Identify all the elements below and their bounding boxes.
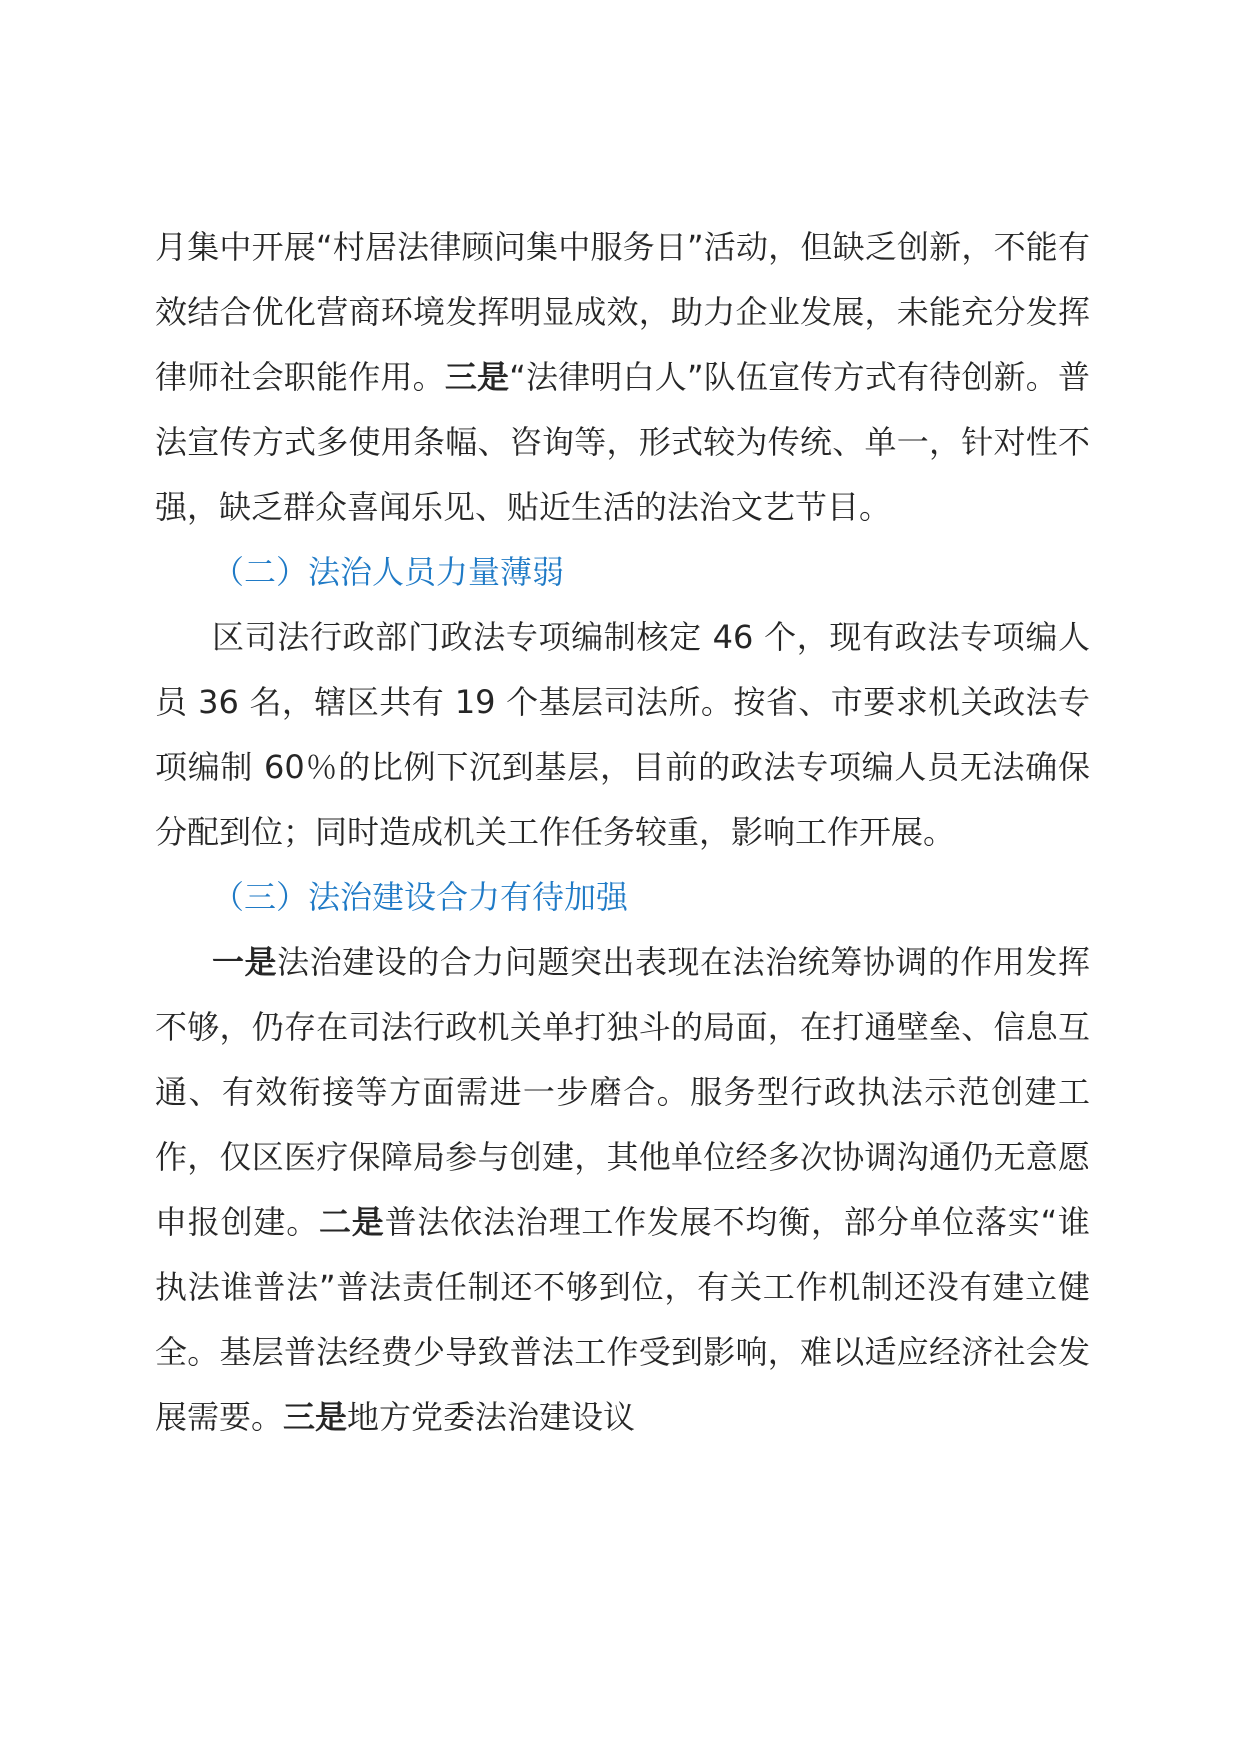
paragraph-text: 地方党委法治建设议 — [347, 1398, 636, 1436]
document-page — [155, 215, 1090, 1450]
enumeration-marker: 一是 — [212, 943, 278, 981]
paragraph-text: 月集中开展“村居法律顾问集中服务日”活动，但缺乏创新，不能有效结合优化营商环境发挥明显成效，助力企业发展，未能充分发挥律师社会职能作用。 — [155, 228, 1090, 396]
paragraph-text: “法律明白人”队伍宣传方式有待创新。普法宣传方式多使用条幅、咨询等，形式较为传统、单一，针对性不强，缺乏群众喜闻乐见、贴近生活的法治文艺节目。 — [155, 358, 1090, 526]
paragraph-continued — [155, 215, 1090, 540]
section-heading-2: （二）法治人员力量薄弱 — [212, 553, 565, 591]
section-heading-3: （三）法治建设合力有待加强 — [212, 878, 629, 916]
paragraph-cooperation — [155, 930, 1090, 1450]
paragraph-staffing: 区司法行政部门政法专项编制核定 46 个，现有政法专项编人员 36 名，辖区共有 19 个基层司法所。按省、市要求机关政法专项编制 60％的比例下沉到基层，目前的政法专项编人员无法确保分配到位；同时造成机关工作任务较重，影响工作开展。 — [155, 618, 1090, 851]
enumeration-marker: 三是 — [283, 1398, 348, 1436]
paragraph-text: 法治建设的合力问题突出表现在法治统筹协调的作用发挥不够，仍存在司法行政机关单打独斗的局面，在打通壁垒、信息互通、有效衔接等方面需进一步磨合。服务型行政执法示范创建工作，仅区医疗保障局参与创建，其他单位经多次协调沟通仍无意愿申报创建。 — [155, 943, 1090, 1241]
paragraph-text: 普法依法治理工作发展不均衡，部分单位落实“谁执法谁普法”普法责任制还不够到位，有关工作机制还没有建立健全。基层普法经费少导致普法工作受到影响，难以适应经济社会发展需要。 — [155, 1203, 1090, 1436]
enumeration-marker: 二是 — [319, 1203, 385, 1241]
enumeration-marker: 三是 — [444, 358, 510, 396]
